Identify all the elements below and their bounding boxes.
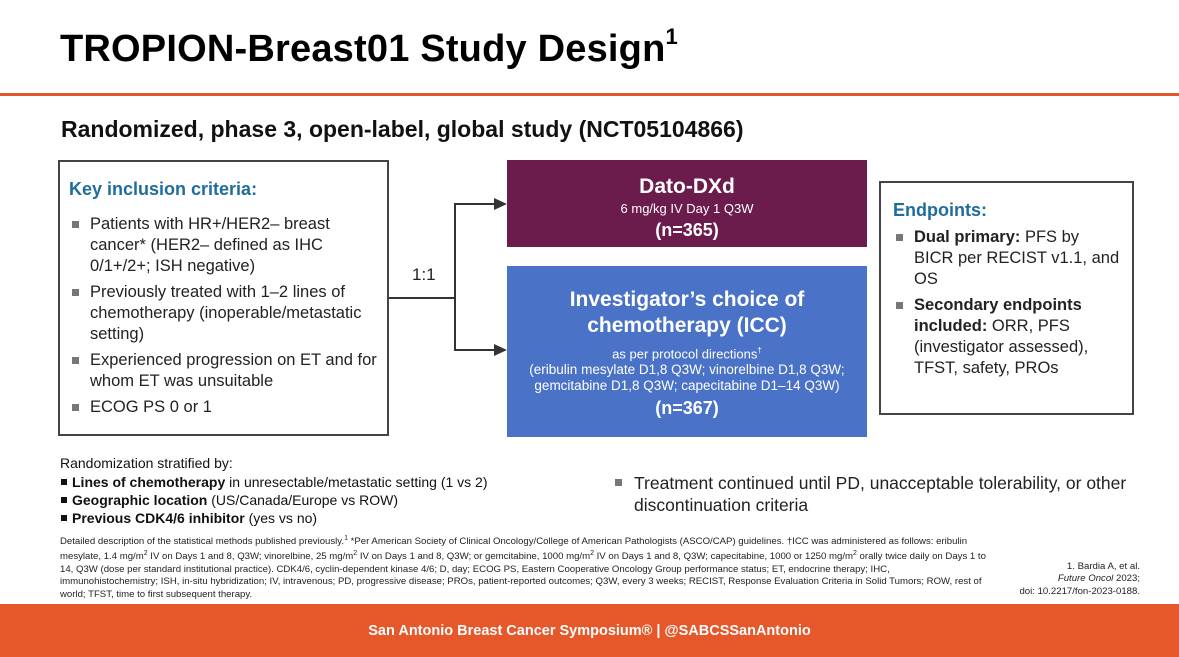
connector-to-dato [454, 203, 496, 205]
strat-text: in unresectable/metastatic setting (1 vs 2) [225, 474, 488, 490]
inclusion-heading: Key inclusion criteria: [69, 179, 258, 199]
footnote-sup: 1 [344, 535, 348, 542]
icc-arm-title-line2: chemotherapy (ICC) [587, 314, 787, 337]
randomization-ratio: 1:1 [412, 265, 436, 284]
footnote-sup: 2 [590, 550, 594, 558]
inclusion-list [68, 214, 378, 423]
icc-regimens-line1: (eribulin mesylate D1,8 Q3W; vinorelbine D1,8 Q3W; [529, 362, 845, 378]
strat-text: (yes vs no) [244, 510, 318, 526]
icc-note-text: as per protocol directions [612, 346, 758, 362]
stratification-item [60, 491, 488, 509]
connector-horizontal [389, 297, 454, 299]
footnote-text: *Per American Society of Clinical Oncology/College of American Pathologists (ASCO/CAP) guidelines. †ICC was administered as follows: eribulin mesylate, 1.4 mg/m [60, 536, 968, 563]
treatment-note: Treatment continued until PD, unacceptable tolerability, or other discontinuation criteria [612, 472, 1132, 516]
strat-bold: Geographic location [72, 492, 208, 508]
inclusion-item: Experienced progression on ET and for whom ET was unsuitable [68, 350, 378, 392]
icc-arm-title [507, 287, 867, 339]
citation-doi: doi: 10.2217/fon-2023-0188. [1019, 585, 1140, 597]
footnote-sup: 2 [852, 550, 857, 558]
strat-bold: Lines of chemotherapy [72, 474, 226, 490]
icc-arm-note [507, 343, 867, 362]
dato-dxd-arm [507, 160, 867, 247]
arrow-right-icon [494, 343, 508, 357]
footnote-text: orally twice daily on Days 1 to 14, Q3W (dose per standard institutional practice). CDK4/6, cyclin-dependent kinase 4/6; D, day; ECOG PS, Eastern Cooperative Oncology Group performance status; ET, endocrine therapy; IHC, immunohistochemistry; ISH, in-situ hybridization; IV, intravenous; PD, progressive disease; PROs, patient-reported outcomes; Q3W, every 3 weeks; RECIST, Response Evaluation Criteria in Solid Tumors; ROW, rest of world; TFST, time to first subsequent therapy. [60, 551, 986, 600]
title-divider [0, 93, 1179, 96]
stratification-item [60, 473, 488, 491]
footnote-sup: 2 [353, 550, 358, 558]
dato-arm-n: (n=365) [655, 220, 719, 240]
citation-line2 [960, 573, 1140, 585]
stratification-heading: Randomization stratified by: [60, 455, 233, 471]
endpoints-heading: Endpoints: [893, 200, 987, 220]
citation-journal: Future Oncol [1057, 573, 1114, 585]
icc-regimens-line2: gemcitabine D1,8 Q3W; capecitabine D1–14 Q3W) [534, 378, 840, 394]
icc-note-mark: † [757, 346, 762, 355]
arrow-right-icon [494, 197, 508, 211]
inclusion-criteria-box [58, 160, 389, 436]
icc-arm-title-line1: Investigator’s choice of [569, 288, 805, 311]
connector-to-icc [454, 349, 496, 351]
citation-year: 2023; [1113, 573, 1140, 585]
citation-line1: 1. Bardia A, et al. [1066, 561, 1140, 572]
footer-banner [0, 604, 1179, 657]
footnote-text: IV on Days 1 and 8, Q3W; capecitabine, 1000 or 1250 mg/m [593, 551, 853, 563]
icc-arm [507, 266, 867, 437]
endpoint-text: ORR, PFS (investigator assessed), TFST, safety, PROs [914, 317, 1089, 377]
slide-subtitle: Randomized, phase 3, open-label, global study (NCT05104866) [61, 116, 744, 142]
endpoint-bold: Secondary endpoints included: [914, 296, 1082, 335]
endpoints-box [879, 181, 1134, 415]
slide-title-text: TROPION-Breast01 Study Design [60, 28, 666, 70]
endpoint-item [892, 295, 1120, 379]
connector-vertical [454, 203, 456, 351]
citation [960, 561, 1140, 598]
stratification-item [60, 509, 488, 527]
strat-text: (US/Canada/Europe vs ROW) [207, 492, 398, 508]
inclusion-item: Previously treated with 1–2 lines of chemotherapy (inoperable/metastatic setting) [68, 282, 378, 345]
icc-arm-n: (n=367) [655, 398, 719, 419]
strat-bold: Previous CDK4/6 inhibitor [72, 510, 245, 526]
endpoint-text: PFS by BICR per RECIST v1.1, and OS [914, 228, 1120, 288]
footnote-sup: 2 [143, 550, 148, 558]
stratification-list [60, 473, 488, 527]
endpoints-list [892, 227, 1120, 384]
inclusion-item: Patients with HR+/HER2– breast cancer* (HER2– defined as IHC 0/1+/2+; ISH negative) [68, 214, 378, 277]
endpoint-item [892, 227, 1120, 290]
inclusion-item: ECOG PS 0 or 1 [68, 397, 378, 418]
dato-arm-title: Dato-DXd [639, 175, 735, 198]
footnote-text: IV on Days 1 and 8, Q3W; or gemcitabine, 1000 mg/m [357, 551, 591, 563]
footnote [60, 533, 990, 601]
slide-title [60, 24, 678, 71]
footnote-text: IV on Days 1 and 8, Q3W; vinorelbine, 25 mg/m [147, 551, 354, 563]
endpoint-bold: Dual primary: [914, 228, 1021, 246]
footer-banner-text: San Antonio Breast Cancer Symposium® | @SABCSSanAntonio [368, 623, 811, 639]
slide-title-reference: 1 [665, 24, 678, 49]
dato-arm-dose: 6 mg/kg IV Day 1 Q3W [620, 201, 754, 216]
footnote-text: Detailed description of the statistical methods published previously. [60, 536, 345, 548]
